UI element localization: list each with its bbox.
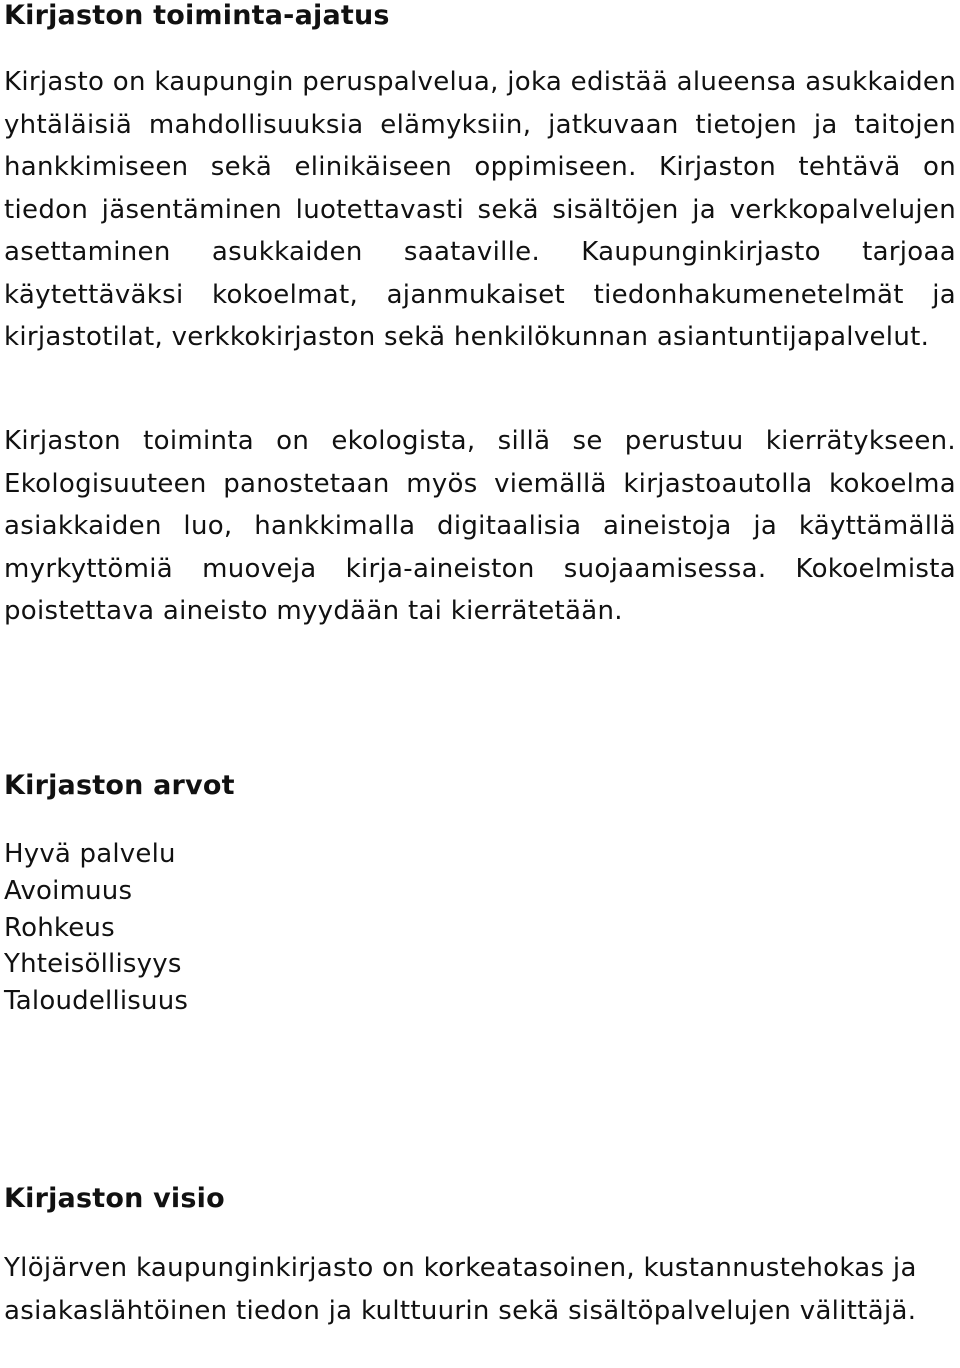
values-list-item: Hyvä palvelu (4, 839, 176, 869)
values-list-item: Avoimuus (4, 875, 133, 906)
mission-paragraph-2: Kirjaston toiminta on ekologista, sillä se perustuu kierrätykseen. Ekologisuuteen panostetaan myös viemällä kirjastoautolla kokoelma asiakkaiden luo, hankkimalla digitaalisia aineistoja ja käyttämällä myrkyttömiä muoveja kirja-aineiston suojaamisessa. Kokoelmista poistettava aineisto myydään tai kierrätetään. (4, 426, 956, 626)
values-list-item: Rohkeus (4, 912, 115, 943)
values-list (4, 836, 188, 1020)
vision-paragraph: Ylöjärven kaupunginkirjasto on korkeatasoinen, kustannustehokas ja asiakaslähtöinen tiedon ja kulttuurin sekä sisältöpalvelujen välittäjä. (4, 1253, 917, 1326)
mission-heading: Kirjaston toiminta-ajatus (4, 0, 390, 31)
mission-paragraph-1: Kirjasto on kaupungin peruspalvelua, joka edistää alueensa asukkaiden yhtäläisiä mahdollisuuksia elämyksiin, jatkuvaan tietojen ja taitojen hankkimiseen sekä elinikäiseen oppimiseen. Kirjaston tehtävä on tiedon jäsentäminen luotettavasti sekä sisältöjen ja verkkopalvelujen asettaminen asukkaiden saataville. Kaupunginkirjasto tarjoaa käytettäväksi kokoelmat, ajanmukaiset tiedonhakumenetelmät ja kirjastotilat, verkkokirjaston sekä henkilökunnan asiantuntijapalvelut. (4, 67, 956, 352)
values-heading: Kirjaston arvot (4, 770, 235, 801)
values-list-item: Yhteisöllisyys (4, 949, 182, 980)
vision-heading: Kirjaston visio (4, 1183, 225, 1214)
values-list-item: Taloudellisuus (4, 986, 189, 1017)
